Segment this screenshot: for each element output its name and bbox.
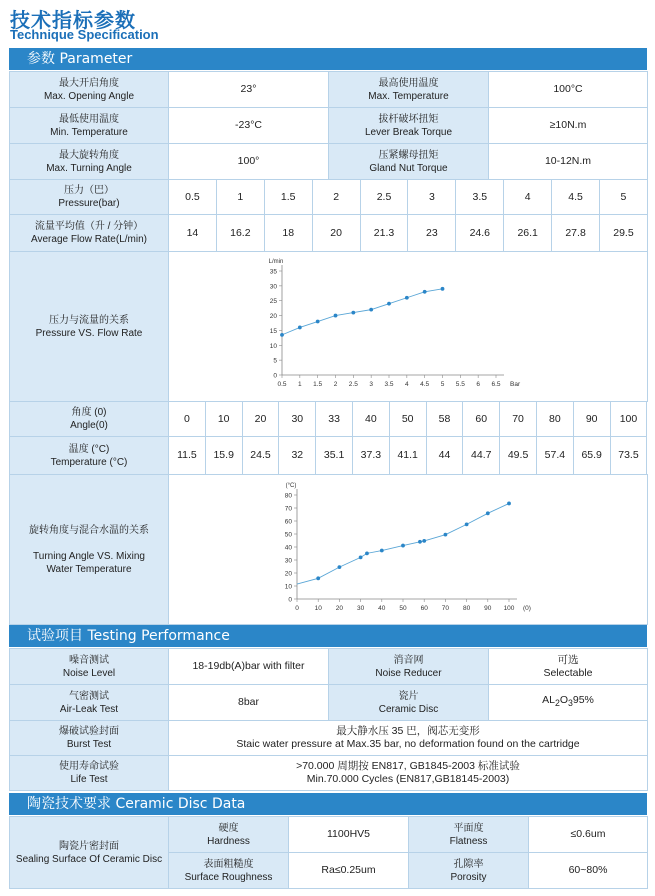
flow-cell: 24.6 — [456, 215, 504, 252]
temp-cell: 57.4 — [536, 437, 573, 475]
param-label: 最大旋转角度 Max. Turning Angle — [10, 144, 169, 180]
angle-cell: 90 — [573, 402, 610, 437]
flow-cell: 26.1 — [504, 215, 552, 252]
flow-cell: 18 — [264, 215, 312, 252]
x-tick-label: 4.5 — [420, 380, 430, 388]
angle-cell: 50 — [389, 402, 426, 437]
temp-cell: 32 — [279, 437, 316, 475]
data-point — [334, 313, 338, 317]
test-label: 消音网 Noise Reducer — [329, 649, 489, 685]
x-axis-label: Bar — [510, 380, 521, 388]
data-point — [423, 289, 427, 293]
flow-cell: 20 — [312, 215, 360, 252]
y-tick-label: 60 — [284, 518, 292, 525]
x-tick-label: 2 — [333, 380, 338, 388]
y-tick-label: 10 — [284, 583, 292, 590]
ceramic-sub-label: 表面粗糙度 Surface Roughness — [169, 853, 289, 889]
data-point — [387, 301, 391, 305]
angle-temperature-chart — [273, 479, 543, 621]
chart2-label: 旋转角度与混合水温的关系 Turning Angle VS. Mixing Water Temperature — [10, 475, 169, 625]
y-tick-label: 0 — [273, 372, 277, 379]
flow-cell: 21.3 — [360, 215, 408, 252]
data-point — [507, 501, 511, 505]
flow-row — [10, 215, 648, 252]
data-point — [365, 551, 369, 555]
angle-cell: 60 — [463, 402, 500, 437]
y-tick-label: 20 — [269, 312, 277, 320]
temp-cell: 11.5 — [169, 437, 206, 475]
x-tick-label: 20 — [335, 604, 344, 612]
x-tick-label: 80 — [462, 604, 471, 612]
x-tick-label: 100 — [503, 604, 515, 612]
data-point — [380, 548, 384, 552]
data-point — [418, 539, 422, 543]
section-parameter: 参数 Parameter — [9, 48, 647, 70]
test-value: 18-19db(A)bar with filter — [169, 649, 329, 685]
x-axis-label: (0) — [523, 604, 531, 612]
temp-cell: 15.9 — [205, 437, 242, 475]
row-label: 温度 (°C) Temperature (°C) — [10, 437, 169, 475]
pressure-cell: 5 — [600, 180, 648, 215]
flow-cell: 14 — [169, 215, 217, 252]
row-label: 流量平均值（升 / 分钟） Average Flow Rate(L/min) — [10, 215, 169, 252]
x-tick-label: 3 — [369, 380, 373, 388]
x-tick-label: 30 — [356, 604, 365, 612]
temp-cell: 41.1 — [389, 437, 426, 475]
pressure-cell: 4.5 — [552, 180, 600, 215]
pressure-flow-chart — [258, 257, 558, 397]
x-tick-label: 4 — [405, 380, 409, 388]
burst-value: 最大静水压 35 巴，阀芯无变形 Staic water pressure at Max.35 bar, no deformation found on the cartridge — [169, 721, 648, 756]
temperature-row — [10, 437, 647, 475]
data-point — [369, 307, 373, 311]
pressure-cell: 4 — [504, 180, 552, 215]
x-tick-label: 50 — [399, 604, 407, 612]
temp-cell: 35.1 — [316, 437, 353, 475]
param-value: -23°C — [169, 108, 329, 144]
test-value: 可选 Selectable — [489, 649, 648, 685]
testing-table — [9, 648, 648, 791]
ceramic-value: 60~80% — [529, 853, 648, 889]
data-point — [351, 310, 355, 314]
data-point — [401, 543, 405, 547]
ceramic-sub-label: 硬度 Hardness — [169, 817, 289, 853]
y-tick-label: 70 — [284, 505, 292, 512]
param-value: 100°C — [489, 72, 648, 108]
data-point — [486, 511, 490, 515]
chart1-cell — [169, 252, 648, 402]
flow-cell: 23 — [408, 215, 456, 252]
data-point — [422, 538, 426, 542]
y-tick-label: 15 — [269, 327, 277, 335]
temp-cell: 44 — [426, 437, 463, 475]
flow-cell: 29.5 — [600, 215, 648, 252]
ceramic-value: 1100HV5 — [289, 817, 409, 853]
pressure-cell: 3 — [408, 180, 456, 215]
ceramic-sub-label: 平面度 Flatness — [409, 817, 529, 853]
pressure-cell: 1.5 — [264, 180, 312, 215]
test-label: 气密测试 Air-Leak Test — [10, 685, 169, 721]
y-tick-label: 25 — [269, 297, 277, 305]
ceramic-label: 陶瓷片密封面 Sealing Surface Of Ceramic Disc — [10, 817, 169, 889]
flow-cell: 27.8 — [552, 215, 600, 252]
ceramic-table — [9, 816, 648, 889]
param-label: 拔杆破坏扭矩 Lever Break Torque — [329, 108, 489, 144]
test-value: 8bar — [169, 685, 329, 721]
x-tick-label: 3.5 — [384, 380, 394, 388]
flow-cell: 16.2 — [216, 215, 264, 252]
angle-cell: 80 — [536, 402, 573, 437]
angle-cell: 70 — [500, 402, 537, 437]
temp-cell: 49.5 — [500, 437, 537, 475]
chart2-table — [9, 474, 648, 625]
y-tick-label: 20 — [284, 570, 292, 577]
y-tick-label: 30 — [269, 282, 277, 290]
angle-cell: 100 — [610, 402, 647, 437]
test-label: 噪音测试 Noise Level — [10, 649, 169, 685]
chart2-cell — [169, 475, 648, 625]
pressure-cell: 2.5 — [360, 180, 408, 215]
data-point — [316, 576, 320, 580]
data-point — [280, 332, 284, 336]
param-value: 100° — [169, 144, 329, 180]
test-label: 瓷片 Ceramic Disc — [329, 685, 489, 721]
row-label: 压力（巴） Pressure(bar) — [10, 180, 169, 215]
y-axis-label: (°C) — [285, 482, 297, 489]
x-tick-label: 1 — [298, 380, 302, 388]
y-axis-label: L/min — [268, 258, 284, 265]
data-point — [405, 295, 409, 299]
x-tick-label: 6 — [476, 380, 480, 388]
param-label: 压紧螺母扭矩 Gland Nut Torque — [329, 144, 489, 180]
temp-cell: 65.9 — [573, 437, 610, 475]
data-point — [338, 565, 342, 569]
pressure-cell: 1 — [216, 180, 264, 215]
y-tick-label: 50 — [284, 531, 292, 538]
angle-cell: 0 — [169, 402, 206, 437]
temp-cell: 24.5 — [242, 437, 279, 475]
ceramic-sub-label: 孔隙率 Porosity — [409, 853, 529, 889]
test-label: 爆破试验封面 Burst Test — [10, 721, 169, 756]
x-tick-label: 5 — [440, 380, 445, 388]
angle-row — [10, 402, 647, 437]
row-label: 角度 (0) Angle(0) — [10, 402, 169, 437]
pressure-flow-table — [9, 179, 648, 252]
data-point — [441, 286, 445, 290]
y-tick-label: 35 — [269, 268, 277, 275]
angle-temp-table — [9, 401, 647, 475]
pressure-cell: 3.5 — [456, 180, 504, 215]
chart1-label: 压力与流量的关系 Pressure VS. Flow Rate — [10, 252, 169, 402]
ceramic-value: Ra≤0.25um — [289, 853, 409, 889]
x-tick-label: 2.5 — [348, 380, 358, 388]
page-title-cn: 技术指标参数 — [10, 8, 136, 32]
parameter-table — [9, 71, 648, 180]
ceramic-value: ≤0.6um — [529, 817, 648, 853]
temp-cell: 37.3 — [352, 437, 389, 475]
x-tick-label: 5.5 — [455, 380, 465, 388]
param-label: 最大开启角度 Max. Opening Angle — [10, 72, 169, 108]
y-tick-label: 80 — [284, 492, 292, 499]
param-value: 10-12N.m — [489, 144, 648, 180]
pressure-cell: 0.5 — [169, 180, 217, 215]
x-tick-label: 1.5 — [313, 380, 323, 388]
data-point — [444, 532, 448, 536]
chart1-table — [9, 251, 648, 402]
temp-cell: 44.7 — [463, 437, 500, 475]
x-tick-label: 70 — [441, 604, 450, 612]
y-tick-label: 0 — [288, 596, 292, 603]
temp-cell: 73.5 — [610, 437, 647, 475]
x-tick-label: 90 — [484, 604, 492, 612]
x-tick-label: 40 — [378, 604, 386, 612]
data-point — [298, 325, 302, 329]
param-value: 23° — [169, 72, 329, 108]
series-line — [282, 288, 443, 334]
section-testing: 试验项目 Testing Performance — [9, 625, 647, 647]
angle-cell: 30 — [279, 402, 316, 437]
data-point — [465, 522, 469, 526]
y-tick-label: 30 — [284, 557, 292, 564]
angle-cell: 40 — [352, 402, 389, 437]
x-tick-label: 0 — [295, 604, 299, 612]
pressure-row — [10, 180, 648, 215]
test-value: $AL_2O_395\%$ — [489, 685, 648, 721]
section-ceramic: 陶瓷技术要求 Ceramic Disc Data — [9, 793, 647, 815]
data-point — [316, 319, 320, 323]
param-value: ≥10N.m — [489, 108, 648, 144]
test-label: 使用寿命试验 Life Test — [10, 756, 169, 791]
x-tick-label: 60 — [420, 604, 428, 612]
angle-cell: 20 — [242, 402, 279, 437]
y-tick-label: 10 — [269, 342, 277, 350]
y-tick-label: 40 — [284, 544, 292, 551]
angle-cell: 10 — [205, 402, 242, 437]
pressure-cell: 2 — [312, 180, 360, 215]
life-value: >70.000 周期按 EN817, GB1845-2003 标准试验 Min.70.000 Cycles (EN817,GB18145-2003) — [169, 756, 648, 791]
angle-cell: 33 — [316, 402, 353, 437]
angle-cell: 58 — [426, 402, 463, 437]
param-label: 最低使用温度 Min. Temperature — [10, 108, 169, 144]
x-tick-label: 0.5 — [277, 380, 287, 388]
y-tick-label: 5 — [273, 357, 277, 365]
x-tick-label: 6.5 — [491, 380, 501, 388]
data-point — [359, 555, 363, 559]
param-label: 最高使用温度 Max. Temperature — [329, 72, 489, 108]
x-tick-label: 10 — [314, 604, 322, 612]
page-title-en: Technique Specification — [10, 27, 159, 42]
